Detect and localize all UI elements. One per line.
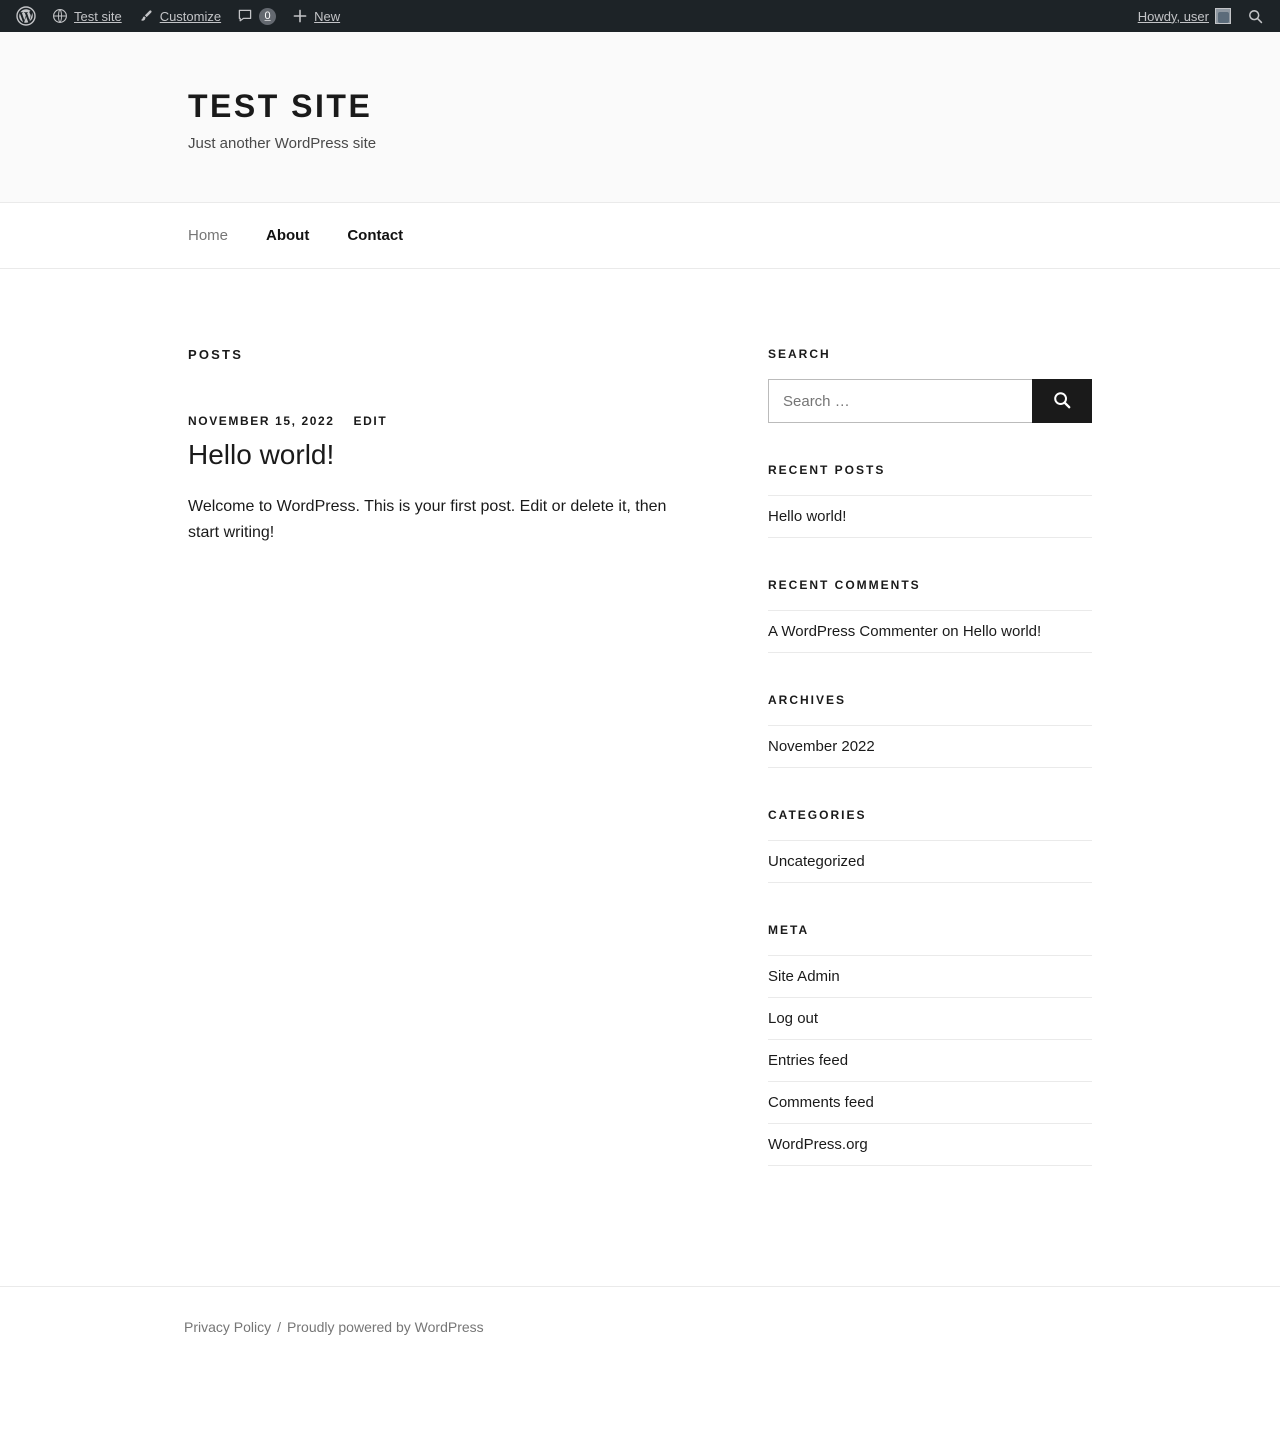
search-input[interactable]: [768, 379, 1032, 423]
comment-separator: on: [937, 623, 963, 640]
meta-link-comments-feed[interactable]: Comments feed: [768, 1094, 874, 1111]
admin-bar-new-label: New: [314, 8, 341, 24]
main-content: [188, 347, 768, 1206]
comment-post-link[interactable]: Hello world!: [962, 623, 1042, 640]
list-item[interactable]: [768, 1082, 1092, 1124]
widget-recent-comments: [768, 578, 1092, 653]
archive-link[interactable]: November 2022: [768, 738, 875, 755]
primary-navigation: [0, 203, 1280, 269]
post-meta: [188, 414, 768, 428]
footer-credits: [0, 1319, 1280, 1335]
search-form: [768, 379, 1092, 423]
admin-bar-search[interactable]: [1239, 0, 1272, 32]
comment-author[interactable]: A WordPress Commenter: [768, 623, 938, 640]
recent-posts-list: [768, 495, 1092, 538]
page-title[interactable]: TEST SITE: [188, 88, 373, 124]
privacy-policy-link[interactable]: Privacy Policy: [184, 1319, 272, 1335]
admin-bar: [0, 0, 1280, 32]
wordpress-logo-icon: [16, 6, 36, 26]
plus-icon: [292, 8, 308, 24]
list-item[interactable]: [768, 955, 1092, 998]
widget-title-recent-posts: RECENT POSTS: [768, 463, 886, 477]
paintbrush-icon: [138, 8, 154, 24]
admin-bar-my-account[interactable]: [1130, 0, 1239, 32]
avatar: [1215, 8, 1231, 24]
site-description: Just another WordPress site: [188, 135, 377, 152]
admin-bar-customize-label: Customize: [159, 8, 222, 24]
meta-list: [768, 955, 1092, 1166]
nav-item-home[interactable]: Home: [188, 227, 229, 244]
category-link[interactable]: Uncategorized: [768, 853, 865, 870]
posts-section-heading: POSTS: [188, 347, 244, 362]
widget-title-search: SEARCH: [768, 347, 831, 361]
home-icon: [52, 8, 68, 24]
list-item[interactable]: [768, 725, 1092, 768]
list-item[interactable]: [768, 840, 1092, 883]
list-item[interactable]: [768, 998, 1092, 1040]
meta-link-entries-feed[interactable]: Entries feed: [768, 1052, 849, 1069]
widget-title-categories: CATEGORIES: [768, 808, 867, 822]
meta-link-log-out[interactable]: Log out: [768, 1010, 819, 1027]
wordpress-logo-menu[interactable]: [8, 0, 44, 32]
howdy-label: Howdy, user: [1137, 8, 1209, 24]
list-item[interactable]: [768, 1040, 1092, 1082]
sidebar: [768, 347, 1092, 1206]
admin-bar-customize[interactable]: [130, 0, 229, 32]
archives-list: [768, 725, 1092, 768]
site-header: [0, 32, 1280, 203]
post-date-link[interactable]: NOVEMBER 15, 2022: [188, 414, 335, 428]
site-footer: [0, 1286, 1280, 1375]
admin-bar-site-name-label: Test site: [74, 8, 122, 24]
comment-bubble-icon: [237, 8, 253, 24]
widget-categories: [768, 808, 1092, 883]
widget-search: [768, 347, 1092, 423]
list-item[interactable]: [768, 495, 1092, 538]
widget-recent-posts: [768, 463, 1092, 538]
post-edit-link[interactable]: EDIT: [353, 414, 388, 428]
widget-archives: [768, 693, 1092, 768]
widget-title-recent-comments: RECENT COMMENTS: [768, 578, 921, 592]
footer-separator: /: [277, 1319, 282, 1335]
content-area: [0, 269, 1280, 1206]
nav-list: [0, 203, 1280, 268]
meta-link-wordpress-org[interactable]: WordPress.org: [768, 1136, 868, 1153]
search-submit-button[interactable]: [1032, 379, 1092, 423]
post-excerpt: Welcome to WordPress. This is your first post. Edit or delete it, then start writing!: [188, 497, 667, 541]
admin-bar-new-content[interactable]: [284, 0, 348, 32]
post-title[interactable]: Hello world!: [188, 439, 335, 470]
meta-link-site-admin[interactable]: Site Admin: [768, 968, 840, 985]
admin-bar-site-name[interactable]: [44, 0, 130, 32]
nav-item-contact[interactable]: Contact: [347, 227, 404, 244]
widget-title-meta: META: [768, 923, 810, 937]
comments-count-badge: 0: [259, 8, 276, 25]
search-icon: [1052, 390, 1072, 413]
search-icon: [1247, 8, 1264, 25]
categories-list: [768, 840, 1092, 883]
post-article: [188, 414, 768, 546]
recent-comments-list: [768, 610, 1092, 653]
admin-bar-comments[interactable]: [229, 0, 284, 32]
widget-meta: [768, 923, 1092, 1166]
list-item[interactable]: [768, 1124, 1092, 1166]
recent-post-link[interactable]: Hello world!: [768, 508, 847, 525]
nav-item-about[interactable]: About: [266, 227, 310, 244]
wordpress-credit-link[interactable]: Proudly powered by WordPress: [287, 1319, 484, 1335]
widget-title-archives: ARCHIVES: [768, 693, 847, 707]
list-item[interactable]: [768, 610, 1092, 653]
